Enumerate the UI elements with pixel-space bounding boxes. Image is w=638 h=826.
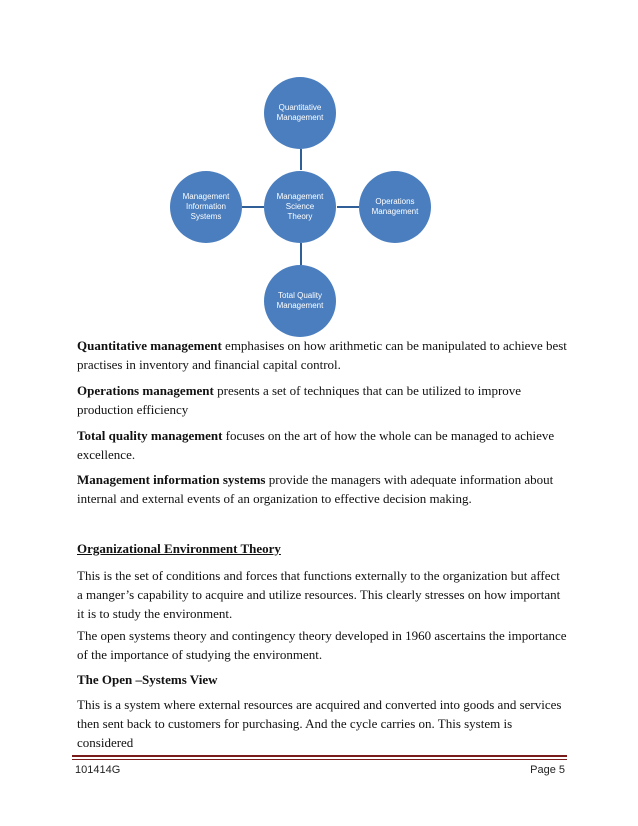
node-management-science-theory: Management Science Theory — [264, 171, 336, 243]
term-mis: Management information systems — [77, 472, 266, 487]
connector-left — [242, 206, 264, 208]
term-operations: Operations management — [77, 383, 214, 398]
term-quantitative: Quantitative management — [77, 338, 222, 353]
footer-rule — [72, 755, 567, 757]
node-total-quality-management: Total Quality Management — [264, 265, 336, 337]
footer-rule-thin — [72, 759, 567, 760]
paragraph-quantitative: Quantitative management emphasises on how arithmetic can be manipulated to achieve best practises in inventory and financial capital control. — [77, 338, 567, 372]
paragraph-tqm: Total quality management focuses on the art of how the whole can be managed to achieve excellence. — [77, 428, 555, 462]
node-quantitative-management: Quantitative Management — [264, 77, 336, 149]
management-science-diagram — [0, 0, 638, 340]
section-heading: Organizational Environment Theory — [77, 541, 281, 556]
paragraph-open-systems: The open systems theory and contingency theory developed in 1960 ascertains the importance of the importance of studying the environment. — [77, 628, 567, 662]
paragraph-open-systems-view: This is a system where external resources are acquired and converted into goods and services then sent back to customers for purchasing. And the cycle carries on. This system is considered — [77, 697, 562, 750]
paragraph-mis: Management information systems provide the managers with adequate information about internal and external events of an organization to effective decision making. — [77, 472, 554, 506]
node-management-information-systems: Management Information Systems — [170, 171, 242, 243]
paragraph-operations: Operations management presents a set of techniques that can be utilized to improve production efficiency — [77, 383, 522, 417]
footer-page-number: Page 5 — [530, 764, 565, 776]
term-tqm: Total quality management — [77, 428, 223, 443]
paragraph-environment: This is the set of conditions and forces that functions externally to the organization but affect a manger’s capability to acquire and utilize resources. This clearly stresses on how important it is to study the environment. — [77, 568, 561, 621]
connector-right — [337, 206, 359, 208]
node-operations-management: Operations Management — [359, 171, 431, 243]
subheading-open-systems-view: The Open –Systems View — [77, 672, 218, 687]
connector-top — [300, 149, 302, 170]
connector-bottom — [300, 243, 302, 265]
footer-code: 101414G — [75, 764, 121, 776]
